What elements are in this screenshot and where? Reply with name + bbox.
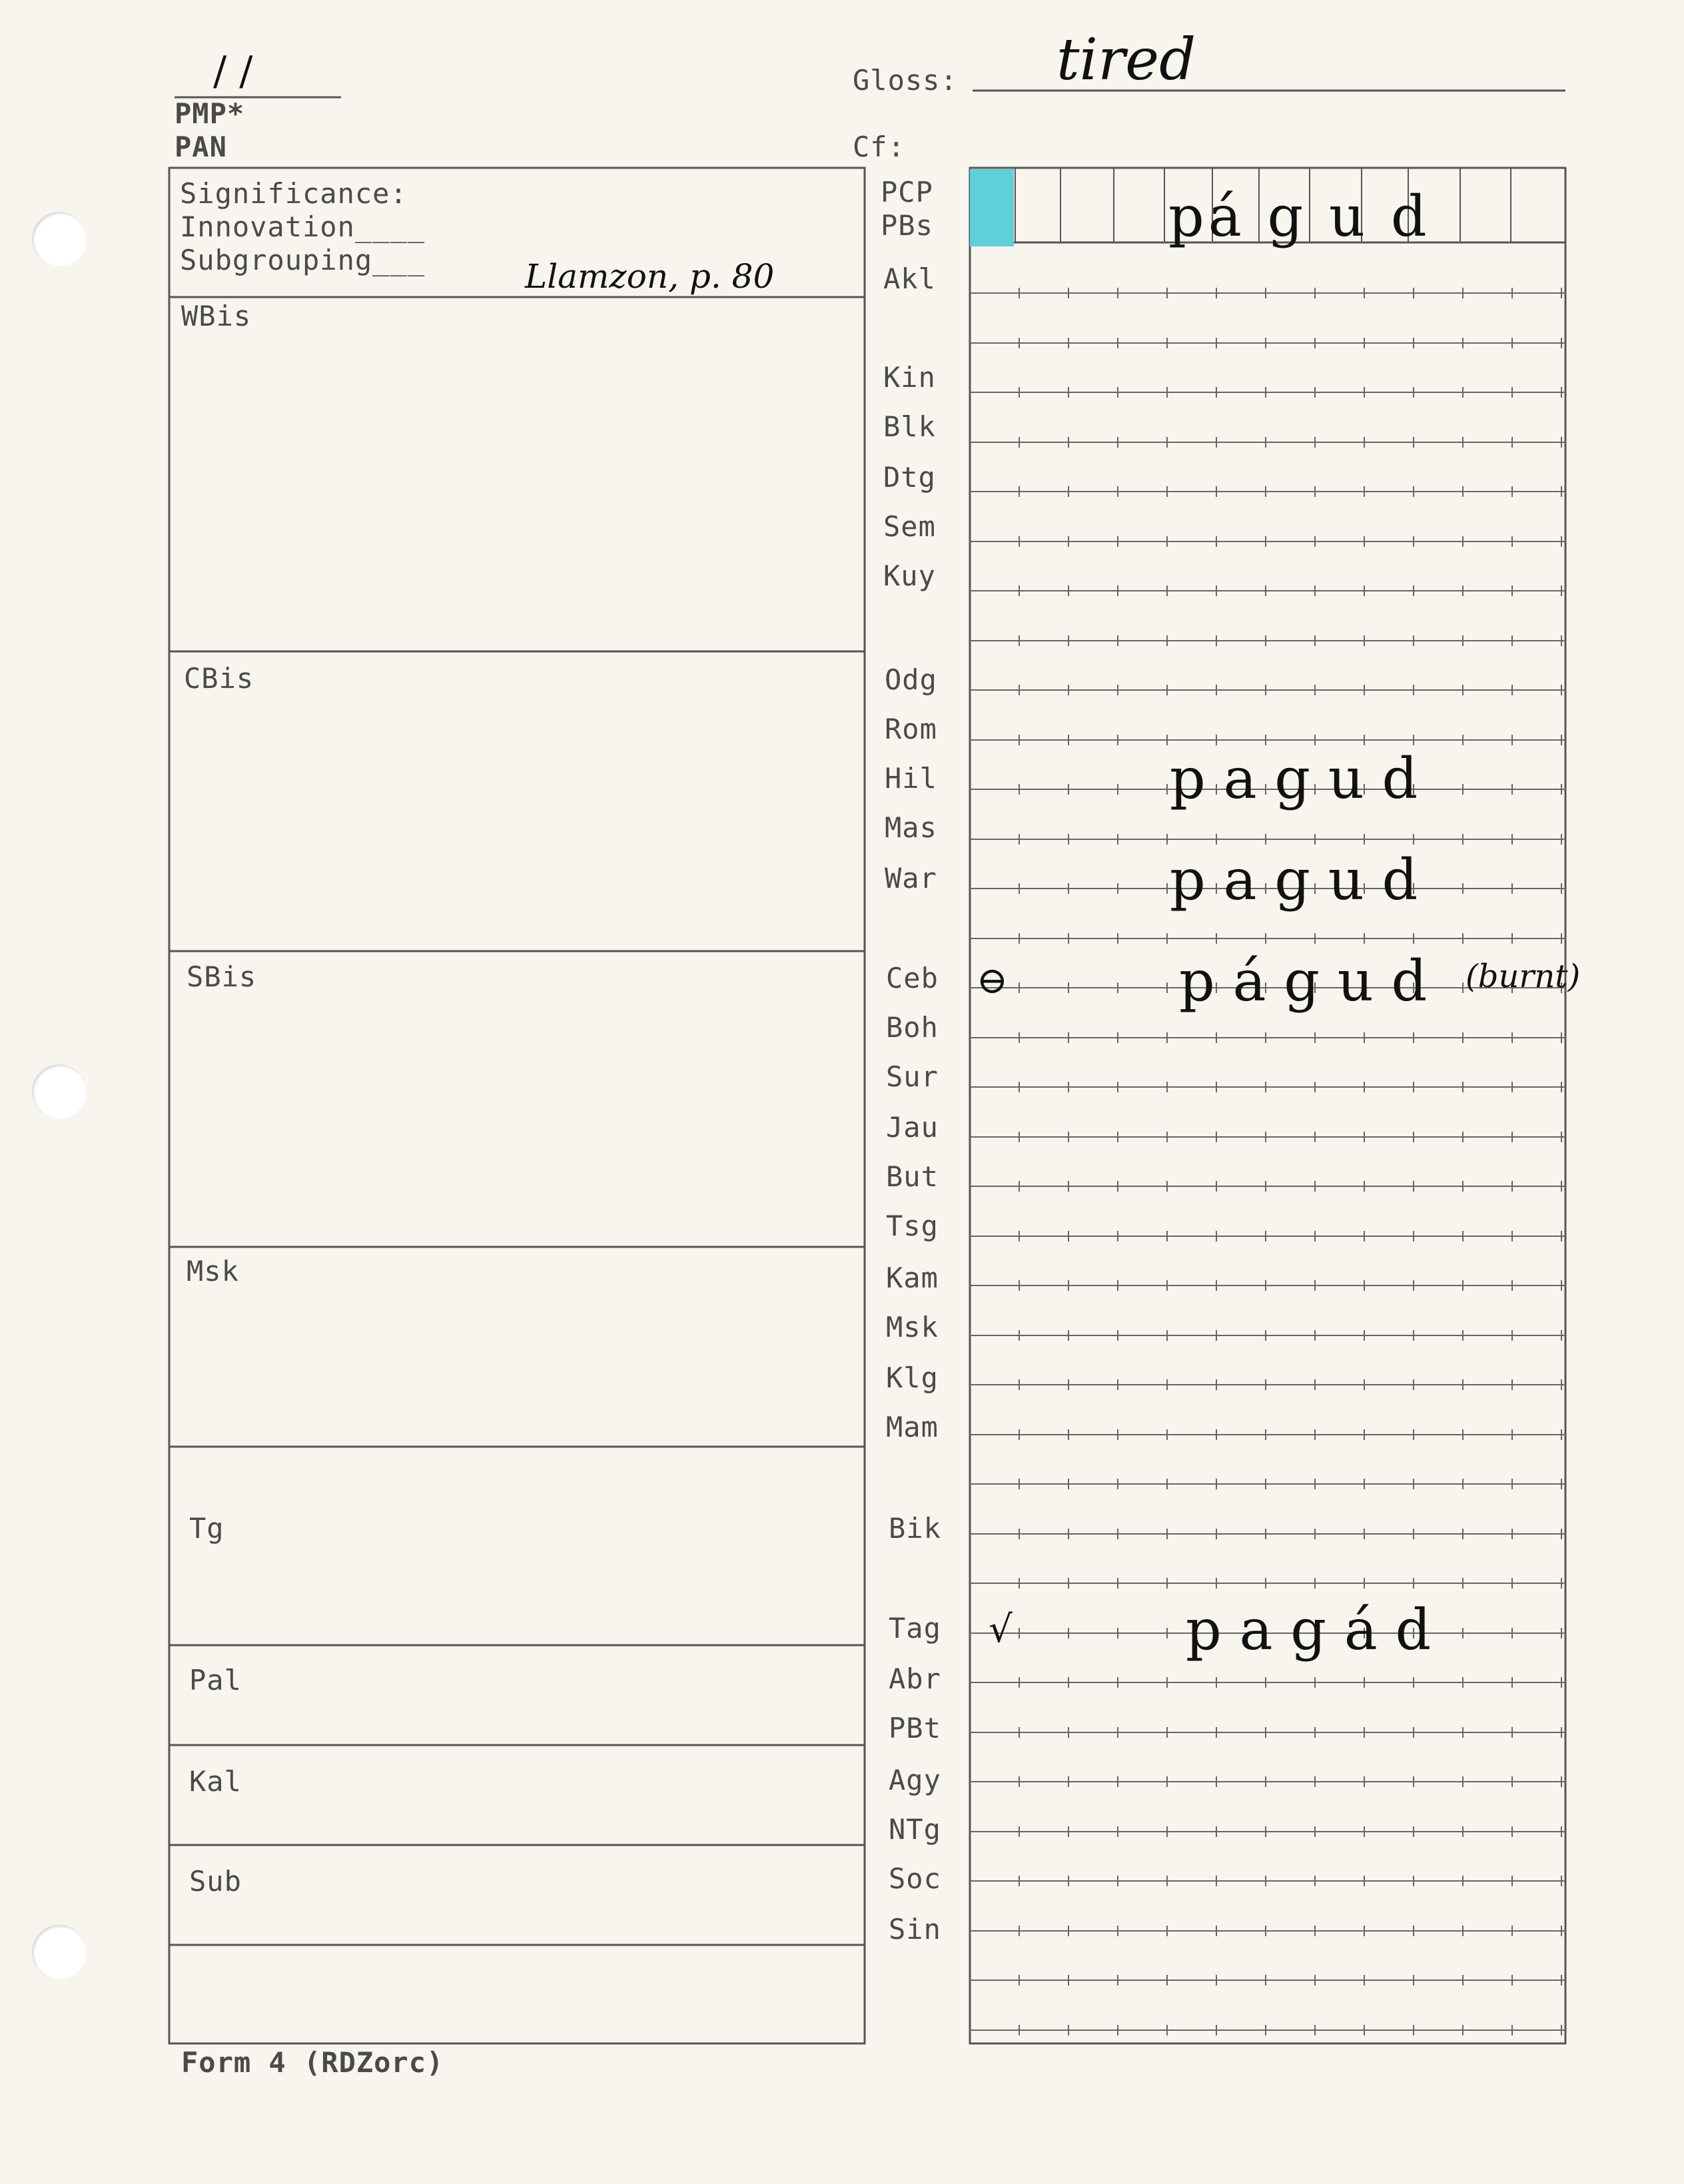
lang-war: War: [885, 862, 937, 895]
lang-blk: Blk: [883, 410, 936, 443]
form-footer: Form 4 (RDZorc): [181, 2046, 444, 2079]
lang-tag: Tag: [889, 1612, 941, 1644]
lang-kuy: Kuy: [883, 559, 936, 592]
group-kal: Kal: [189, 1765, 242, 1798]
group-wbis: WBis: [181, 300, 252, 332]
lang-rom: Rom: [885, 713, 937, 745]
tag-mark: √: [989, 1608, 1013, 1651]
group-msk: Msk: [187, 1255, 239, 1287]
gloss-value: tired: [1056, 27, 1196, 93]
pcp-form: pá g u d: [1168, 184, 1431, 249]
lang-sur: Sur: [886, 1060, 939, 1093]
hil-form: p a g u d: [1170, 746, 1418, 811]
lang-abr: Abr: [889, 1662, 941, 1695]
lang-klg: Klg: [886, 1361, 939, 1394]
lang-kam: Kam: [886, 1262, 939, 1294]
group-sub: Sub: [189, 1865, 242, 1898]
lang-pbs: PBs: [881, 209, 933, 242]
lang-kin: Kin: [883, 361, 936, 394]
lang-dtg: Dtg: [883, 461, 936, 494]
lang-sin: Sin: [889, 1913, 941, 1946]
group-pal: Pal: [189, 1664, 242, 1696]
subgrouping-label: Subgrouping___: [180, 244, 426, 276]
ceb-form: p á g u d: [1179, 948, 1428, 1014]
source-note: Llamzon, p. 80: [525, 257, 775, 296]
lang-ceb: Ceb: [886, 962, 939, 994]
war-form: p a g u d: [1170, 847, 1418, 912]
lang-agy: Agy: [889, 1764, 941, 1796]
significance-title: Significance:: [180, 177, 408, 210]
pan-label: PAN: [175, 131, 227, 163]
lang-but: But: [886, 1160, 939, 1193]
group-cbis: CBis: [184, 662, 254, 695]
lang-odg: Odg: [885, 663, 937, 696]
lang-boh: Boh: [886, 1011, 939, 1044]
ceb-mark: ⊖: [977, 959, 1008, 1002]
lang-sem: Sem: [883, 510, 936, 543]
lang-mam: Mam: [886, 1411, 939, 1443]
tag-form: p a g á d: [1186, 1597, 1432, 1662]
date-field: / /: [213, 48, 253, 95]
gloss-label: Gloss:: [853, 64, 958, 97]
group-tg: Tg: [189, 1512, 224, 1545]
lang-akl: Akl: [883, 262, 936, 295]
lang-pbt: PBt: [889, 1712, 941, 1744]
lang-jau: Jau: [886, 1111, 939, 1144]
lang-ntg: NTg: [889, 1813, 941, 1846]
lang-msk: Msk: [886, 1311, 939, 1343]
highlight-mark: [970, 169, 1014, 246]
pmp-label: PMP*: [175, 97, 245, 130]
cf-label: Cf:: [853, 131, 905, 163]
ceb-note: (burnt): [1466, 958, 1581, 995]
lang-bik: Bik: [889, 1512, 941, 1545]
lang-soc: Soc: [889, 1862, 941, 1895]
lang-hil: Hil: [885, 762, 937, 795]
lang-tsg: Tsg: [886, 1210, 939, 1242]
lang-pcp: PCP: [881, 176, 933, 208]
group-sbis: SBis: [187, 960, 257, 993]
lang-mas: Mas: [885, 811, 937, 844]
innovation-label: Innovation____: [180, 210, 426, 243]
